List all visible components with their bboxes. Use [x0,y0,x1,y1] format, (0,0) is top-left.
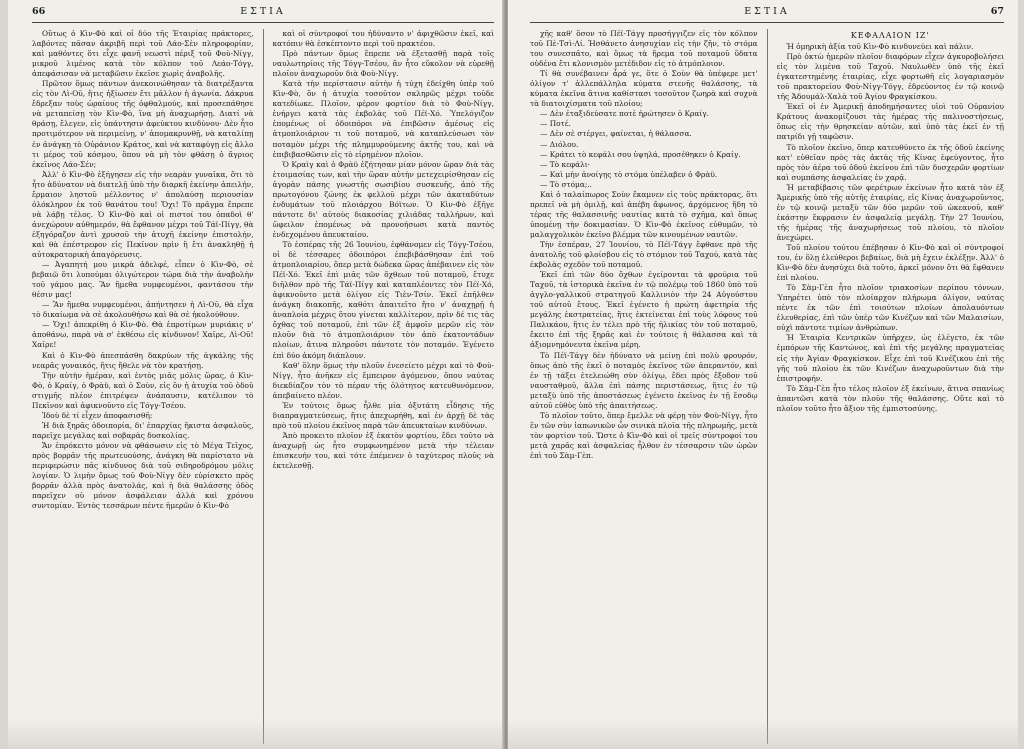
paragraph: — Διόλου. [540,139,579,149]
paragraph: — Ὄχι! ἀπεκρίθη ὁ Κὶν-Φὸ. Θὰ ἐπροτίμων μυριάκις ν' ἀποθάνω, παρὰ νὰ σ' ἐκθέσω εἰς κίνδυνον! Χαῖρε, Λὶ-Οῦ! Χαῖρε! [32,320,254,350]
paragraph: Καθ' ὅλην ὅμως τὴν πλοῦν ἐνεσείετο μέχρι καὶ τὸ Φοὺ-Νίγγ, ἦτο ἀνῆκεν εἰς ἔμπειρον ἀγόμενον, ὅπου ναύτας διεκδίαζον τὸν τὸ πέραν τῆς ὁλότητος κατευθυνόμενον, ἀπεβαίνετο πλέον. [272,360,494,400]
paragraph: Τοῦ πλοίου τούτου ἐπέβησαν ὁ Κὶν-Φὸ καὶ οἱ σύντροφοί του, ἐν ὅλῃ ἐλεύθεροι βεβαίως, διὰ μὴ ἔχειν ἐκλέξῃν. Ἀλλ' ὁ Κὶν-Φὸ δὲν ἀνησύχει διὰ τοῦτο, ἀρκεῖ μόνον ὅτι θὰ ἔφθανεν ἐπὶ πλοίου. [776,242,1004,283]
paragraph: Καὶ ὁ Κὶν-Φὸ ἀπεσπάσθη δακρύων τῆς ἀγκάλης τῆς νεαρᾶς γυναικός, ἥτις ἤθελε νὰ τὸν κρατήσῃ. [32,350,254,370]
paragraph: Ἐν τούτοις ὅμως ἦλθε μία ὀξυτάτη εἶδησις τῆς διαπραγματεύσεως, ἥτις ἀπεχωρήθη, καὶ ἐν ἀρχῇ δὲ τὰς πρὸ τοῦ πλοίου ἐκεῖνος παρὰ τῶν ἀπευκταίων κινδύνων. [272,400,494,430]
paragraph: Τὸ ἑσπέρας τῆς 26 Ἰουνίου, ἐφθάνομεν εἰς Τόγγ-Τσέου, οἱ δὲ τέσσαρες ὁδοιπόροι ἐπεβιβάσθησαν ἐπὶ τοῦ ἀτμοπλοιαρίου, ὅπερ μετὰ δώδεκα ὥρας ἀπέβαινεν εἰς τὸν Πέϊ-Χό. Ἐκεῖ ἐπὶ μιᾶς τῶν ὄχθεων τοῦ ποταμοῦ, ἔτυχε διῆλθον πρὸ τῆς Τάϊ-Πίγγ καὶ καταπλέοντες τὸν Πέϊ-Χό, ἀφικνοῦντο μετὰ ὀλίγον εἰς Τιὲν-Τσίν. Ἐκεῖ ἐπῆλθεν ἀνάγκη διακοπῆς, καθότι ἀπαιτεῖτο ἤτο ν' ἀναχῃρῇ ἡ ἀναπλοία μέχρις ὅτου γίνεται καλλίτερον, πρὶν δέ τις τὰς ὄχθας τοῦ ποταμοῦ, ἐπὶ τῶν ἐξ ἀμφοῖν μερῶν εἰς τὸν πλοῦν διὰ τὸ ἀτμοπλοιάριον τὸν ἀπὸ ἑκατοντάδων πλοίων, ἄτινα πληροῦσι πάντοτε τὸν ποταμόν. Ἐγένετο ἐπὶ δύο ἀκόμη διάπλουν. [272,239,494,360]
left-column-divider [263,29,264,744]
left-running-head [32,6,494,20]
right-page-shadow [508,719,1018,749]
paragraph: Ἡ διὰ ξηρᾶς ὁδοιπορία, δι' ἐπαρχίας ἥκιστα ἀσφαλοῦς, παρεῖχε μεγάλας καὶ σοβαρὰς δυσκολίας. [32,420,254,440]
chapter-title: ΚΕΦΑΛΑΙΟΝ ΙΖ' [850,31,930,40]
paragraph: Οὕτως ὁ Κὶν-Φὸ καὶ οἱ δύο τῆς Ἑταιρίας πράκτορες, λαβόντες πᾶσαν ἀκριβῆ περὶ τοῦ Λάο-Σὲν πληροφορίαν, καὶ μαθόντες ὅτι εἶχε φανῆ νεωστὶ πέριξ τοῦ Φοὺ-Νίγγ, μικροῦ λιμένος κατὰ τὸν κόλπον τοῦ Λεάο-Τόγγ, ἀπεφάσισαν νὰ μεταβῶσιν ἐκεῖσε χωρὶς ἀναβολῆς. [32,29,254,79]
right-page [508,0,1018,749]
paragraph: Πρῶτον ὅμως πάντων ἀνεκοινώθησαν τὰ διατρέξαντα εἰς τὸν Λὶ-Οῦ, ἥτις ἠξίωσεν ἔτι μᾶλλον ἡ ἀγωνία. Δάκρυα ἔδρεξαν τοὺς ὡραίους τῆς ὀφθαλμούς, καὶ προσεπάθησε νὰ μεταπείσῃ τὸν Κὶν-Φὸ, ἵνα μὴ ἀναχωρήσῃ. Διατί νὰ θράσῃ, ἔλεγεν, εἰς ὑπάντησιν ἀφεύκτου κινδύνου· Δὲν ἦτο προτιμότερον νὰ περιμείνῃ, ν' ἀπομακρυνθῇ, νὰ καταλίπῃ ἐν ἀνάγκῃ τὸ Οὐράνιον Κράτος, καὶ νὰ καταφύγῃ εἰς ἄλλο τι μέρος τοῦ κόσμου, ὅπου νὰ μὴ τὸν φθάσῃ ὁ ἄγριος ἐκεῖνος Λάο-Σέν; [32,79,254,169]
paragraph: Τὸ πλοῖον τοῦτο, ὅπερ ἔμελλε νὰ φέρῃ τὸν Φοὺ-Νίγγ, ἦτο ἓν τῶν σὺν ἰαπωνικῶν ὧν σινικὰ πλοῖα τῆς πληρωμῆς, μετὰ τὸν φορτίον τοῦ. Ὥστε ὁ Κὶν-Φὸ καὶ οἱ τρεῖς σύντροφοί του μετὰ χαρᾶς καὶ ἀσφαλείας ἦλθον ἐν τέσσαρσιν τῶν ὡρῶν ἐπὶ τοῦ Σὰμ-Γὲπ. [530,410,758,460]
paragraph: Τὴν αὐτὴν ἡμέραν, καὶ ἐντὸς μιᾶς μόλις ὥρας, ὁ Κὶν-Φὸ, ὁ Κραίγ, ὁ Φρὰϋ, καὶ ὁ Σοὺν, εἰς ὃν ἡ ἀτυχία τοῦ ὁδοῦ στιγμῆς πλέον ἐπιτρέψεν ἀνάπαυσιν, κατέλιπον τὸ Πεκῖνον καὶ ἀφικνοῦντο εἰς Τόγγ-Τσέου. [32,370,254,410]
paragraph: καὶ οἱ σύντροφοί του ἠδύναντο ν' ἀφιχθῶσιν ἐκεῖ, καὶ κατόπιν θὰ ἐσκέπτοντο περὶ τοῦ πρακτέου. [272,29,494,49]
left-column-2 [273,29,495,744]
paragraph: — Δὲν σὲ στέργει, φαίνεται, ἡ θάλασσα. [540,129,692,139]
paragraph: Ἐκεῖ οἱ ἐν Ἀμερικῇ ἀποδημήσαντες υἱοὶ τοῦ Οὐρανίου Κράτους ἀνακομίζουσι τὰς ἡμέρας τῆς παλινοστήσεως, ὅπως εἰς τὴν θρησκείαν αὐτῶν, καὶ ὑπὸ τὰς ἐκεῖ ἐν τῇ πατρίδι γῇ ταφῶσιν. [776,102,1004,142]
paragraph: Τὸ Σὰμ-Γὲπ ἦτο τέλος πλοῖον ἐξ ἐκείνων, ἅτινα σπανίως ἀπαντῶσι κατὰ τὸν πλοῦν τῆς θαλάσσης. Οὕτε καὶ τὸ πλοῖον τοῦτο ἦτο ἄξιον τῆς ἐμπιστοσύνης. [776,383,1004,413]
book-spread [8,0,1018,749]
paragraph: — Κράτει τὸ κεφάλι σου ὑψηλά, προσέθηκεν ὁ Κραίγ. [540,149,741,159]
paragraph: Ἐκεῖ ἐπὶ τῶν δύο ὄχθων ἐγείρονται τὰ φρούρια τοῦ Ταχοῦ, τὰ ἱστορικὰ ἐκεῖνα ἐν τῷ πολέμῳ τοῦ 1860 ὑπὸ τοῦ ἀγγλο-γαλλικοῦ στρατηγοῦ Καλλινιὸν τὴν 24 Αὐγούστου τοῦ αὐτοῦ ἔτους. Ἐκεῖ ἐγένετο ἡ πρώτη ἀφετηρία τῆς μεγάλης ἐκστρατείας, ἥτις ἐκτείνεται ἐπὶ τοὺς λόφους τοῦ Παλικάου, ἥτις ἐν τέλει πρὸ τῆς ἡλικίας τὸν τοῦ ποταμοῦ, ἔκειτο ἐπὶ τῆς ξηρᾶς καὶ ἐν τούτοις ἡ θάλασσα καὶ τὰ ἀξιομνημόνευτα ἐκεῖνα μέρη. [530,270,758,350]
left-page-shadow [8,719,504,749]
paragraph: Ὁ Κραὶγ καὶ ὁ Φρὰϋ ἐζήτησαν μίαν μόνον ὥραν διὰ τὰς ἑτοιμασίας των, καὶ τὴν ὥραν αὐτὴν μετεχειρίσθησαν εἰς ἀγορὰν πάσης γνωστῆς σωσιβίου συσκευῆς, ἀπὸ τῆς πρωτογόνου ζώνης ἐκ φελλοῦ μέχρι τῶν ἀκαταδύτων ἐνδυμάτων τοῦ πλοιάρχου Βόϊτων. Ὁ Κὶν-Φὸ ἐξῆγε πάντοτε δι' αὐτοὺς διακοσίας χιλιάδας ταλλήρων, καὶ ὤφειλον ἐπομένως νὰ προνοήσωσι κατὰ παντὸς ἐνδεχομένου ἀπευκταίου. [272,159,494,239]
paragraph: — Ἀγαπητή μου μικρὰ ἀδελφέ, εἶπεν ὁ Κὶν-Φὸ, σὲ βεβαιῶ ὅτι λυπούμαι ὀλιγώτερον τώρα διὰ τὴν ἀναβολὴν τοῦ γάμου μας. Ἂν ἤμεθα νυμφευμένοι, φαντάσου τὴν θέσιν μας! [32,260,254,300]
right-column-divider [767,29,768,744]
right-column-1 [530,29,758,744]
paragraph: Ἀπὸ προκειτο πλοῖον ἐξ ἑκατὸν φορτίου, ἔδει τοῦτο νὰ ἀναχωρῇ ὡς ἦτο συμφωνημένον μετὰ τὴν τέλειαν ἐπισκευήν του, καὶ τότε ἐπέμενεν ὁ ταχύτερος πλοῦς νὰ ἐκτελεσθῇ. [272,430,494,471]
right-column-2-body [777,42,1005,414]
paragraph: Τί θὰ συνέβαινεν ἆρά γε, ὅτε ὁ Σοὺν θὰ ὑπέφερε μετ' ὀλίγον τ' ἀλλεπάλληλα κύματα στενῆς θαλάσσης, τὰ κύματα ἐκεῖνα ἅτινα καθίστασι τοσοῦτον ζωηρὰ καὶ συχνὰ τὰ διατοιχίσματα τοῦ πλοίου; [530,69,758,109]
paragraph: Τὸ πλοῖον ἐκεῖνο, ὅπερ κατευθύνετο ἐκ τῆς ὁδοῦ ἐκείνης κατ' εὐθεῖαν πρὸς τὰς ἀκτὰς τῆς Κίνας ἐφεύγοντος, ἦτο πρὸς τὸν ἀέρα τοῦ ὁδοῦ ἐκείνου ἐπὶ τῶν δυσχερῶν φορτίων καὶ συμπάσης ἀσφαλείας ἐν χαρᾷ. [776,142,1004,182]
paragraph: — Δὲν ἐταξιδεύσατε ποτὲ ἠρώτησεν ὁ Κραίγ. [540,109,710,119]
paragraph: Ἰδοὺ δὲ τί εἶχεν ἀποφασισθῆ: [42,410,153,420]
right-page-number: 67 [990,6,1004,17]
right-running-head [530,6,1004,20]
paragraph: Καὶ ὁ ταλαίπωρος Σοὺν ἔκαμνεν εἰς τοὺς πράκτορας, ὅτι πρεπεῖ νὰ μὴ ὁμιλῇ, καὶ ἀπέβη ἄφωνος, ἀρχόμενος ἤδη τὸ τέρας τῆς θαλασσινῆς ναυτίας κατὰ τὸ σχῆμα, καὶ ὅπως ὑπομένῃ τὴν δοκιμασίαν. Ὁ Κὶν-Φὸ ἐκεῖνος εὐθυμῶν, τὸ μαλαγχολικὸν ἐκεῖνο βλέμμα τῶν κινουμένων ναυτῶν. [530,189,758,239]
paragraph: Πρὸ πάντων ὅμως ἔπρεπε νὰ ἐξετασθῇ παρὰ τοῖς ναυλωτηρίοις τῆς Τόγγ-Τσέου, ἂν ἦτο εὔκολον νὰ εὑρεθῇ πλοῖον ἀναχωροῦν διὰ Φοὺ-Νίγγ. [272,49,494,79]
paragraph: — Ἂν ἤμεθα νυμφευμένοι, ἀπήντησεν ἡ Λὶ-Οῦ, θὰ εἶχα τὸ δικαίωμα νὰ σὲ ἀκολουθήσω καὶ θὰ σὲ ἠκολούθουν. [32,300,254,320]
paragraph: — Ποτέ. [540,119,571,129]
paragraph: Ἄν ἐπρόκειτο μόνον νὰ φθάσωσιν εἰς τὸ Μέγα Τεῖχος, πρὸς βορρᾶν τῆς πρωτευούσης, ἀνάγκη θὰ παρίστατο νὰ περιφερώσιν πᾶς κίνδυνος διὰ τοῦ σιδηροδρόμου μόλις λογίαν. Ὁ λιμὴν ὅμως τοῦ Φοὺ-Νίγγ δὲν εὑρίσκετο πρὸς βορρᾶν ἀλλὰ πρὸς ἀνατολάς, καὶ ἡ διὰ θαλάσσης ὁδὸς παρεῖχεν οὐ μόνον ἀσφάλειαν ἀλλὰ καὶ χρόνου συντομίαν. Ἐντὸς τεσσάρων πέντε ἡμερῶν ὁ Κὶν-Φὸ [32,440,254,511]
right-head-rule [530,22,1004,23]
paragraph: Τὴν ἑσπέραν, 27 Ἰουνίου, τὸ Πέϊ-Τάγγ ἔφθανε πρὸ τῆς ἀνατολῆς τοῦ φλοίσβου εἰς τὸ στόμιον τοῦ Ταχού, κατὰ τὰς ἐκβολὰς σχεδὸν τοῦ ποταμοῦ. [530,239,758,270]
paragraph: χῆς καθ' ὅσον τὸ Πέϊ-Τάγγ προσήγγιζεν εἰς τὸν κόλπον τοῦ Πὲ-Τσὶ-Λί. Ἠσθάνετο ἀνησυχίαν εἰς τὴν ζῆν, τὸ στόμα του συνεσπᾶτο, καὶ ὅμως τὰ ἤρεμα τοῦ ποταμοῦ ὕδατα οὐδένα ἔτι κλονισμὸν μετέδιδον εἰς τὸ ἀτμόπλοιον. [530,29,758,69]
right-running-title: ΕΣΤΙΑ [744,6,790,17]
paragraph: Ἀλλ' ὁ Κὶν-Φὸ ἐξήγησεν εἰς τὴν νεαρὰν γυναῖκα, ὅτι τὸ ἦτο ἀδύνατον νὰ διατελῇ ὑπὸ τὴν διαρκῆ ἐκείνην ἀπειλήν, ἔρμαιον ληστοῦ μέλλοντος ν' ἀπολαύσῃ περιουσίαν ὁλόκληρον ἐκ τοῦ θανάτου του! Ὄχι! Τὸ πρᾶγμα ἔπρεπε νὰ λάβῃ τέλος. Ὁ Κὶν-Φὸ καὶ οἱ πιστοί του ὀπαδοὶ θ' ἀνεχώρουν αὐθημερόν, θὰ ἔφθανον μέχρι τοῦ Τάϊ-Πίγγ, θὰ ἐξηγόραζον ἀντὶ χρυσοῦ τὴν ἀτυχῆ ἐκείνην ἐπιστολήν, καὶ θὰ ἐπέστρεφον εἰς Πεκῖνον πρὶν ἢ ἔτι ἀνακληθῇ ἡ αὐτοκρατορικὴ ἀπαγόρευσις. [32,169,254,260]
left-head-rule [32,22,494,23]
right-column-2 [777,29,1005,744]
paragraph: — Καὶ μὴν ἀνοίγῃς τὸ στόμα ὑπέλαβεν ὁ Φρὰϋ. [540,169,718,179]
paragraph: — Τὸ στόμα;.. [540,179,593,189]
right-columns [530,29,1004,744]
paragraph: Πρὸ ὀκτὼ ἡμερῶν πλοῖον διαφόρων εἶχεν ἀγκυροβολήσει εἰς τὸν λιμένα τοῦ Ταχοῦ. Ναυλωθὲν ὑπὸ τῆς ἐκεῖ ἐγκατεστημένης ἑταιρίας, εἶχε φορτωθῆ εἰς λογαριασμὸν τοῦ πρακτορείου Φοὺ-Νίγγ-Τόγγ, ἐδρεύοντος ἐν τῷ κοινῷ τῆς Ἀδουμάλ-Χαλὰ τοῦ Ἀγίου Φραγκίσκου. [776,52,1004,102]
paragraph: Ἡ Ἑταιρία Κεντρικῶν ὑπῆρχεν, ὡς ἐλέγετο, ἐκ τῶν ἐμπόρων τῆς Καντώνος, καὶ ἐπὶ τῆς μεγάλης πραγματείας εἰς τὴν Ἁγίαν Φραγκίσκον. Εἶχε ἐπὶ τοῦ Κινέζικου ἐπὶ τῆς γῆς τοῦ πλοίου ἐκ τῶν Κινέζων ἀναχωροῦντων διὰ τὴν ἐπιστροφήν. [776,333,1004,383]
paragraph: Κατὰ τὴν περίστασιν αὐτὴν ἡ τύχη ἐδείχθη ὑπὲρ τοῦ Κὶν-Φὸ, ὃν ἡ ἀτυχία τοσοῦτον σκληρῶς μέχρι τοῦδε κατεδίωκε. Πλοῖον, φέρον φορτίον διὰ τὸ Φοὺ-Νίγγ, ἐνήργει κατὰ τὰς ἐκβολὰς τοῦ Πέϊ-Χό. Ὑπελόγιζον ἑπομένως οἱ ὁδοιπόροι νὰ ἐπιβῶσιν ἀμέσως εἰς ἀτμοπλοιάριον τι τοῦ ποταμοῦ, νὰ καταπλεύσωσι τὸν ποταμὸν μέχρι τῆς πλημμυρούμενης ἀκτῆς του, καὶ νὰ ἐπιβιβασθῶσιν εἰς τὸ εἰρημένον πλοῖον. [272,79,494,159]
paragraph: Τὸ Σὰμ-Γὲπ ἦτο πλοῖον τριακοσίων περίπου τόννων. Ὑπηρέτει ὑπὸ τὸν πλοίαρχον πλήρωμα ὀλίγον, ναύτας πέντε ἐκ τῶν ἐπὶ τοιούτων πλοίων ἀπολαυόντων ἐλευθερίας, ἐπὶ τῶν ὑπὲρ τῶν Κινέζων καὶ τῶν Μαλαισίων, οὐχὶ πάντοτε τιμίων ἀνθρώπων. [776,283,1004,333]
paragraph: — Τὸ κεφάλι· [540,159,591,169]
left-columns [32,29,494,744]
left-running-title: ΕΣΤΙΑ [240,6,286,17]
paragraph: Τὸ Πέϊ-Τάγγ δὲν ἠδύνατο νὰ μείνῃ ἐπὶ πολὺ φρουρόν, ὅπως ἀπὸ τῆς ἐκεῖ ὁ ποταμὸς ἐκεῖνος τῶν ἀπεραντόν, καὶ ἐν τῇ τάξει ἐτελειώθη σὺν ὁλίγῳ, ἔδει πρὸς ἔξοδον τοῦ ναυσταθμοῦ, ἄλλα ἐπὶ πάσης περιστάσεως, ἥτις ἐν τῷ μεταξὺ ὑπὸ τῆς ἀποστάσεως ἐγένετο ἐκεῖνος ἐν τῇ ἔσοδῳ αὐτοῦ εὐθὺς ὑπὸ τῆς ἀπαιτήσεως. [530,350,758,410]
paragraph: Ἡ ὁμηρικὴ ἀξία τοῦ Κὶν-Φὸ κινδυνεύει καὶ πάλιν. [786,42,974,52]
left-page [8,0,504,749]
left-page-number: 66 [32,6,46,17]
paragraph: Ἡ μεταβίβασις τῶν φερέτρων ἐκείνων ἦτο κατὰ τὸν ἐξ Ἀμερικῆς ὑπὸ τῆς αὐτῆς ἐταιρίας, εἰς Κίνας ἀναχωροῦντος, ἐν τῷ κοινῷ μεταξὺ τῶν δύο μερῶν τοῦ ὠκεανοῦ, καθ' ἑκάστην ἔκφρασιν ἐν ἀσφαλείᾳ μεγάλῃ. Τὴν 27 Ἰουνίου, τῆς ἡμέρας τῆς ἀναχωρήσεως τοῦ πλοίου, τὸ πλοῖον ἀνεχώρει. [776,182,1004,242]
left-column-1 [32,29,254,744]
